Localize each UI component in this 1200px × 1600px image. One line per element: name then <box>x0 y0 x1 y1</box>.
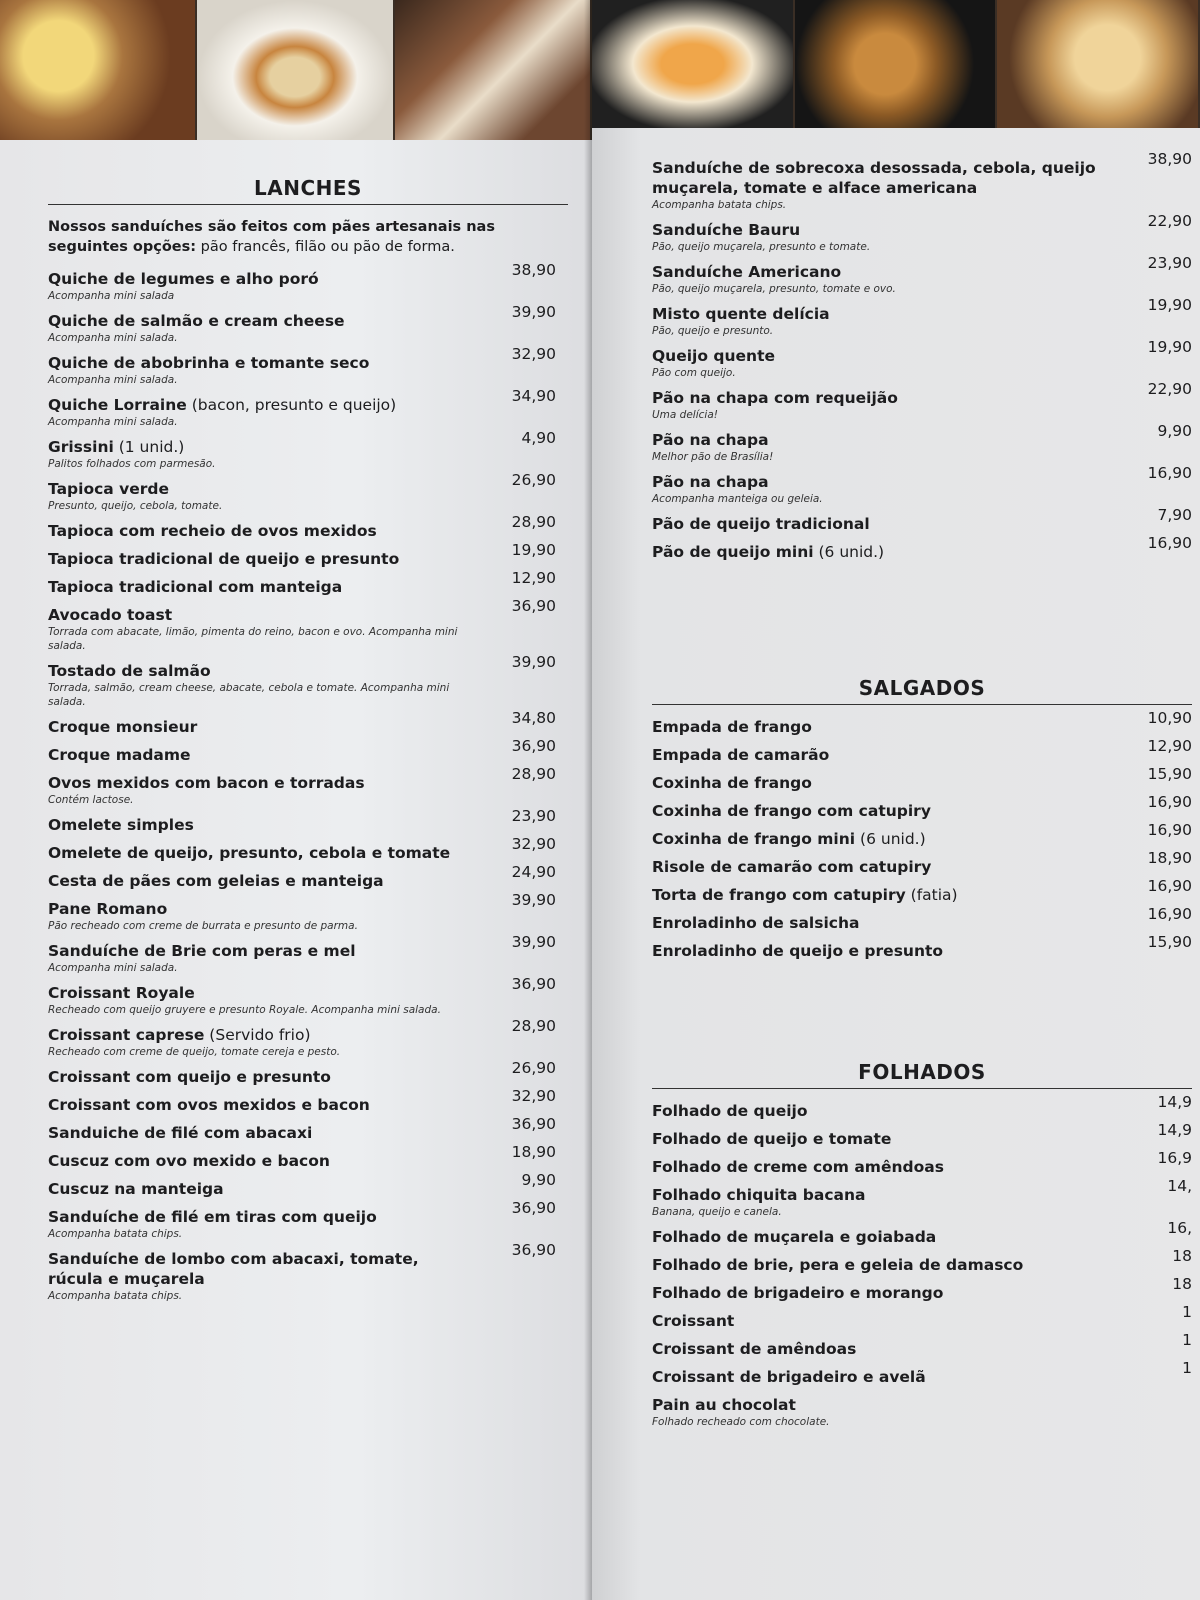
menu-item-name-line <box>652 801 1102 821</box>
menu-item-name: Sanduíche de sobrecoxa desossada, cebola, queijo muçarela, tomate e alface americana <box>652 159 1096 197</box>
menu-item-description: Acompanha mini salada. <box>48 962 178 974</box>
menu-item-name-line <box>48 717 478 737</box>
menu-item-name: Sanduíche de Brie com peras e mel <box>48 942 356 960</box>
menu-item-price: 36,90 <box>511 1241 556 1259</box>
menu-item-description: Acompanha mini salada <box>48 290 175 302</box>
folhados-item-list <box>652 1093 1192 1429</box>
menu-item-name-line <box>48 1123 478 1143</box>
menu-item-name-line <box>652 857 1102 877</box>
menu-item-description: Acompanha batata chips. <box>652 199 787 211</box>
menu-item-note: (1 unid.) <box>113 438 185 456</box>
menu-item <box>652 849 1192 877</box>
menu-item <box>48 1241 568 1303</box>
menu-item <box>48 1059 568 1087</box>
menu-item-name-line <box>652 346 1102 366</box>
menu-item-name-line <box>48 1067 478 1087</box>
menu-item <box>48 835 568 863</box>
menu-item-price: 19,90 <box>1147 338 1192 356</box>
menu-item <box>652 1275 1192 1303</box>
menu-item-price: 36,90 <box>511 1115 556 1133</box>
menu-item-price: 36,90 <box>511 597 556 615</box>
menu-item <box>652 338 1192 380</box>
menu-item-name-line <box>48 549 478 569</box>
menu-item-price: 38,90 <box>511 261 556 279</box>
menu-item <box>652 709 1192 737</box>
menu-item-price: 16, <box>1167 1219 1192 1237</box>
menu-item-name-line <box>652 220 1102 240</box>
menu-item <box>652 765 1192 793</box>
menu-item-name-line <box>652 1129 1102 1149</box>
menu-item-price: 34,80 <box>511 709 556 727</box>
food-photo-strip-right <box>592 0 1200 128</box>
menu-item-description: Palitos folhados com parmesão. <box>48 458 216 470</box>
menu-item <box>48 513 568 541</box>
menu-item <box>48 1171 568 1199</box>
menu-item-name: Folhado de brie, pera e geleia de damasco <box>652 1256 1024 1274</box>
menu-item-price: 19,90 <box>511 541 556 559</box>
menu-item-description: Uma delícia! <box>652 409 718 421</box>
menu-item-name: Enroladinho de queijo e presunto <box>652 942 944 960</box>
menu-item <box>48 891 568 933</box>
menu-item-name-line <box>652 472 1102 492</box>
menu-item-name: Pão na chapa <box>652 473 769 491</box>
menu-item-name-line <box>652 913 1102 933</box>
menu-item-price: 22,90 <box>1147 380 1192 398</box>
menu-item-name-line <box>652 1101 1102 1121</box>
menu-item-name-line <box>652 1283 1102 1303</box>
menu-item <box>652 1093 1192 1121</box>
menu-item <box>48 429 568 471</box>
menu-item-price: 1 <box>1182 1331 1192 1349</box>
menu-item-name: Sanduíche de lombo com abacaxi, tomate, rúcula e muçarela <box>48 1250 419 1288</box>
menu-item-name: Folhado de brigadeiro e morango <box>652 1284 944 1302</box>
menu-item-price: 26,90 <box>511 471 556 489</box>
menu-item-name: Ovos mexidos com bacon e torradas <box>48 774 365 792</box>
menu-item-note: (6 unid.) <box>855 830 926 848</box>
menu-item <box>48 653 568 709</box>
menu-item <box>652 422 1192 464</box>
menu-item-name: Croque monsieur <box>48 718 198 736</box>
menu-item <box>652 534 1192 562</box>
menu-item-name: Coxinha de frango <box>652 774 812 792</box>
menu-item-name-line <box>48 1179 478 1199</box>
menu-item <box>48 807 568 835</box>
menu-item <box>48 471 568 513</box>
menu-item-price: 18,90 <box>511 1143 556 1161</box>
menu-item-name: Queijo quente <box>652 347 775 365</box>
menu-item-description: Acompanha manteiga ou geleia. <box>652 493 823 505</box>
menu-item-name-line <box>48 871 478 891</box>
menu-item <box>652 821 1192 849</box>
menu-item-name-line <box>48 941 478 961</box>
menu-item-price: 9,90 <box>521 1171 556 1189</box>
menu-item-price: 23,90 <box>1147 254 1192 272</box>
menu-item-price: 39,90 <box>511 653 556 671</box>
menu-item <box>652 1177 1192 1219</box>
menu-item-price: 18 <box>1172 1275 1192 1293</box>
menu-item-name-line <box>48 1095 478 1115</box>
menu-item-name-line <box>48 437 478 457</box>
menu-item-name: Cuscuz com ovo mexido e bacon <box>48 1152 330 1170</box>
menu-item <box>652 254 1192 296</box>
menu-item-price: 10,90 <box>1147 709 1192 727</box>
menu-item-name-line <box>652 885 1102 905</box>
menu-item <box>652 296 1192 338</box>
menu-item-price: 23,90 <box>511 807 556 825</box>
menu-item-price: 16,90 <box>1147 821 1192 839</box>
menu-item <box>652 1219 1192 1247</box>
menu-item-price: 28,90 <box>511 513 556 531</box>
menu-item <box>48 709 568 737</box>
menu-item-description: Presunto, queijo, cebola, tomate. <box>48 500 223 512</box>
menu-item-price: 36,90 <box>511 737 556 755</box>
menu-item-price: 39,90 <box>511 303 556 321</box>
menu-item-description: Recheado com queijo gruyere e presunto Royale. Acompanha mini salada. <box>48 1004 441 1016</box>
menu-item-name: Croque madame <box>48 746 191 764</box>
menu-item-description: Acompanha batata chips. <box>48 1228 183 1240</box>
menu-item-description: Torrada, salmão, cream cheese, abacate, cebola e tomate. Acompanha mini salada. <box>48 682 450 708</box>
food-photo-empada <box>592 0 795 128</box>
menu-item <box>48 1143 568 1171</box>
menu-item-description: Pão, queijo muçarela, presunto, tomate e ovo. <box>652 283 896 295</box>
menu-item <box>652 1395 1192 1429</box>
food-photo-quiche <box>997 0 1200 128</box>
menu-item-name-line <box>652 1255 1102 1275</box>
menu-item-price: 16,90 <box>1147 905 1192 923</box>
menu-item-name: Misto quente delícia <box>652 305 830 323</box>
menu-item-name: Quiche Lorraine <box>48 396 187 414</box>
menu-item <box>652 1247 1192 1275</box>
menu-item-name: Avocado toast <box>48 606 173 624</box>
menu-item-name-line <box>48 1207 478 1227</box>
menu-item-name: Croissant <box>652 1312 735 1330</box>
lanches-item-list <box>48 261 568 1303</box>
menu-item-name: Croissant de amêndoas <box>652 1340 857 1358</box>
menu-item <box>48 387 568 429</box>
menu-item <box>652 1331 1192 1359</box>
menu-item-price: 34,90 <box>511 387 556 405</box>
menu-item-description: Banana, queijo e canela. <box>652 1206 782 1218</box>
menu-item-description: Contém lactose. <box>48 794 134 806</box>
menu-item-note: (Servido frio) <box>204 1026 311 1044</box>
lanches-intro <box>48 217 568 257</box>
menu-item-price: 12,90 <box>511 569 556 587</box>
menu-item-price: 16,90 <box>1147 793 1192 811</box>
menu-item-price: 39,90 <box>511 933 556 951</box>
menu-item-name: Tapioca tradicional de queijo e presunto <box>48 550 400 568</box>
menu-item-price: 32,90 <box>511 345 556 363</box>
menu-item-note: (fatia) <box>905 886 958 904</box>
menu-item-price: 26,90 <box>511 1059 556 1077</box>
menu-item-name-line <box>652 1339 1102 1359</box>
menu-item-name-line <box>48 815 478 835</box>
menu-item-name-line <box>652 1185 1102 1205</box>
menu-item-description: Torrada com abacate, limão, pimenta do reino, bacon e ovo. Acompanha mini salada. <box>48 626 458 652</box>
menu-item-name-line <box>48 983 478 1003</box>
salgados-section <box>652 676 1192 969</box>
menu-item-name-line <box>48 843 478 863</box>
menu-item-name: Enroladinho de salsicha <box>652 914 860 932</box>
menu-item-name-line <box>652 1367 1102 1387</box>
menu-item-name: Folhado de creme com amêndoas <box>652 1158 944 1176</box>
menu-item-name: Sanduíche Bauru <box>652 221 801 239</box>
menu-item-name-line <box>652 430 1102 450</box>
menu-item <box>48 1087 568 1115</box>
menu-item-name: Pane Romano <box>48 900 168 918</box>
menu-item-price: 15,90 <box>1147 933 1192 951</box>
menu-item-name: Pão na chapa <box>652 431 769 449</box>
menu-item-price: 28,90 <box>511 765 556 783</box>
menu-item-description: Pão, queijo e presunto. <box>652 325 774 337</box>
menu-item-price: 39,90 <box>511 891 556 909</box>
menu-item <box>48 541 568 569</box>
menu-item <box>48 569 568 597</box>
menu-item-name-line <box>48 311 478 331</box>
menu-item-price: 9,90 <box>1157 422 1192 440</box>
menu-item-name-line <box>652 773 1102 793</box>
menu-item-name: Sanduíche de filé em tiras com queijo <box>48 1208 377 1226</box>
menu-item-name-line <box>48 395 478 415</box>
salgados-item-list <box>652 709 1192 961</box>
lanches-intro-rest: pão francês, filão ou pão de forma. <box>196 239 455 255</box>
menu-item-name: Croissant com ovos mexidos e bacon <box>48 1096 370 1114</box>
menu-item <box>652 1149 1192 1177</box>
menu-item-description: Folhado recheado com chocolate. <box>652 1416 830 1428</box>
menu-item-name-line <box>48 521 478 541</box>
menu-item-name-line <box>652 941 1102 961</box>
menu-item <box>652 212 1192 254</box>
menu-item-price: 12,90 <box>1147 737 1192 755</box>
menu-item-price: 24,90 <box>511 863 556 881</box>
menu-item-name: Croissant caprese <box>48 1026 205 1044</box>
menu-item-name-line <box>48 1151 478 1171</box>
menu-item <box>652 933 1192 961</box>
menu-item-name: Omelete de queijo, presunto, cebola e tomate <box>48 844 451 862</box>
lanches-intro-bold: Nossos sanduíches são feitos com pães artesanais nas seguintes opções: <box>48 219 495 255</box>
menu-item <box>48 737 568 765</box>
menu-item-name-line <box>652 388 1102 408</box>
menu-item-price: 32,90 <box>511 835 556 853</box>
menu-item-price: 16,90 <box>1147 877 1192 895</box>
menu-item-description: Pão, queijo muçarela, presunto e tomate. <box>652 241 871 253</box>
menu-item-name: Quiche de salmão e cream cheese <box>48 312 345 330</box>
menu-item-price: 16,90 <box>1147 464 1192 482</box>
menu-item-name: Croissant de brigadeiro e avelã <box>652 1368 926 1386</box>
menu-item-name-line <box>48 1025 478 1045</box>
section-title-lanches: LANCHES <box>48 176 568 205</box>
menu-page-left <box>0 0 592 1600</box>
menu-item-name: Cuscuz na manteiga <box>48 1180 224 1198</box>
menu-item-price: 32,90 <box>511 1087 556 1105</box>
menu-item <box>652 150 1192 212</box>
menu-item-price: 18 <box>1172 1247 1192 1265</box>
menu-item-price: 16,9 <box>1157 1149 1192 1167</box>
menu-item-name-line <box>652 829 1102 849</box>
menu-item-name-line <box>652 262 1102 282</box>
menu-item <box>48 1199 568 1241</box>
menu-item-name-line <box>48 661 478 681</box>
menu-item-name: Tapioca com recheio de ovos mexidos <box>48 522 377 540</box>
menu-item-name: Cesta de pães com geleias e manteiga <box>48 872 384 890</box>
menu-item-name: Folhado de queijo <box>652 1102 808 1120</box>
menu-item-name: Tapioca tradicional com manteiga <box>48 578 343 596</box>
menu-item-price: 36,90 <box>511 1199 556 1217</box>
menu-item-name-line <box>48 577 478 597</box>
menu-item <box>48 597 568 653</box>
menu-item-name-line <box>652 717 1102 737</box>
menu-item-name-line <box>48 773 478 793</box>
menu-item-name: Pão de queijo mini <box>652 543 814 561</box>
menu-item-name-line <box>652 1311 1102 1331</box>
menu-item <box>48 1115 568 1143</box>
menu-item-price: 28,90 <box>511 1017 556 1035</box>
menu-item-description: Acompanha mini salada. <box>48 416 178 428</box>
menu-item-price: 19,90 <box>1147 296 1192 314</box>
menu-item <box>652 506 1192 534</box>
menu-item-description: Acompanha mini salada. <box>48 374 178 386</box>
menu-item-name: Pão na chapa com requeijão <box>652 389 898 407</box>
lanches-continued-item-list <box>652 150 1192 562</box>
menu-item-name-line <box>652 514 1102 534</box>
menu-item-name: Coxinha de frango com catupiry <box>652 802 931 820</box>
menu-item-description: Pão com queijo. <box>652 367 736 379</box>
menu-item-price: 14,9 <box>1157 1121 1192 1139</box>
section-title-folhados: FOLHADOS <box>652 1060 1192 1089</box>
menu-item-name: Omelete simples <box>48 816 194 834</box>
menu-item <box>652 464 1192 506</box>
menu-item-name: Pão de queijo tradicional <box>652 515 870 533</box>
menu-item <box>48 933 568 975</box>
menu-item <box>652 877 1192 905</box>
menu-item-description: Pão recheado com creme de burrata e presunto de parma. <box>48 920 358 932</box>
lanches-continued-section <box>652 150 1192 570</box>
menu-item-name-line <box>652 1157 1102 1177</box>
menu-item-description: Melhor pão de Brasília! <box>652 451 774 463</box>
menu-item <box>48 765 568 807</box>
menu-item-name: Quiche de legumes e alho poró <box>48 270 319 288</box>
menu-item-name: Folhado de queijo e tomate <box>652 1130 892 1148</box>
menu-item <box>48 975 568 1017</box>
menu-item-price: 4,90 <box>521 429 556 447</box>
menu-item-name-line <box>652 1227 1102 1247</box>
menu-item-name: Croissant com queijo e presunto <box>48 1068 331 1086</box>
menu-item-name-line <box>48 899 478 919</box>
menu-item <box>652 737 1192 765</box>
menu-item <box>652 1303 1192 1331</box>
menu-item-name: Empada de camarão <box>652 746 830 764</box>
menu-item-name-line <box>48 353 478 373</box>
folhados-section <box>652 1060 1192 1437</box>
menu-item-name-line <box>652 542 1102 562</box>
menu-item-name: Pain au chocolat <box>652 1396 796 1414</box>
menu-item-name: Empada de frango <box>652 718 812 736</box>
menu-item-description: Acompanha batata chips. <box>48 1290 183 1302</box>
menu-item-price: 16,90 <box>1147 534 1192 552</box>
menu-page-right <box>592 0 1200 1600</box>
menu-item <box>48 863 568 891</box>
food-photo-strip-left <box>0 0 592 140</box>
menu-item-name-line <box>48 1249 478 1289</box>
food-photo-toasted-sandwich <box>395 0 592 140</box>
lanches-section <box>48 176 568 1311</box>
menu-item-price: 22,90 <box>1147 212 1192 230</box>
menu-item-name-line <box>652 158 1102 198</box>
menu-item-name: Quiche de abobrinha e tomante seco <box>48 354 370 372</box>
menu-item <box>652 1359 1192 1387</box>
menu-item-price: 14,9 <box>1157 1093 1192 1111</box>
menu-item-name: Coxinha de frango mini <box>652 830 856 848</box>
menu-item-name: Tostado de salmão <box>48 662 211 680</box>
menu-item <box>652 905 1192 933</box>
section-title-salgados: SALGADOS <box>652 676 1192 705</box>
menu-item-name: Croissant Royale <box>48 984 195 1002</box>
menu-item-name-line <box>652 1395 1102 1415</box>
menu-item-name: Grissini <box>48 438 114 456</box>
menu-item <box>652 380 1192 422</box>
menu-item-price: 15,90 <box>1147 765 1192 783</box>
menu-item-name: Folhado chiquita bacana <box>652 1186 866 1204</box>
menu-item-price: 1 <box>1182 1359 1192 1377</box>
menu-item-name: Tapioca verde <box>48 480 170 498</box>
menu-item-price: 36,90 <box>511 975 556 993</box>
food-photo-sandwich <box>197 0 394 140</box>
menu-item <box>48 1017 568 1059</box>
menu-item-note: (bacon, presunto e queijo) <box>186 396 397 414</box>
menu-item-note: (6 unid.) <box>813 543 885 561</box>
menu-item-price: 7,90 <box>1157 506 1192 524</box>
menu-item-name: Torta de frango com catupiry <box>652 886 906 904</box>
food-photo-eggs-bacon <box>0 0 197 140</box>
menu-item <box>652 1121 1192 1149</box>
menu-item-description: Recheado com creme de queijo, tomate cereja e pesto. <box>48 1046 341 1058</box>
menu-item-name-line <box>652 745 1102 765</box>
menu-item-price: 38,90 <box>1147 150 1192 168</box>
menu-item <box>48 345 568 387</box>
menu-item-name-line <box>48 479 478 499</box>
menu-item <box>48 303 568 345</box>
menu-item <box>652 793 1192 821</box>
food-photo-coxinha <box>795 0 998 128</box>
menu-item-price: 1 <box>1182 1303 1192 1321</box>
menu-item-name-line <box>652 304 1102 324</box>
menu-item-name: Folhado de muçarela e goiabada <box>652 1228 937 1246</box>
menu-item-name: Sanduíche Americano <box>652 263 842 281</box>
menu-item-price: 14, <box>1167 1177 1192 1195</box>
menu-item-name-line <box>48 605 478 625</box>
menu-item-price: 18,90 <box>1147 849 1192 867</box>
menu-item-name-line <box>48 269 478 289</box>
menu-item-name-line <box>48 745 478 765</box>
menu-item-name: Sanduiche de filé com abacaxi <box>48 1124 313 1142</box>
menu-item-name: Risole de camarão com catupiry <box>652 858 932 876</box>
menu-item-description: Acompanha mini salada. <box>48 332 178 344</box>
menu-item <box>48 261 568 303</box>
